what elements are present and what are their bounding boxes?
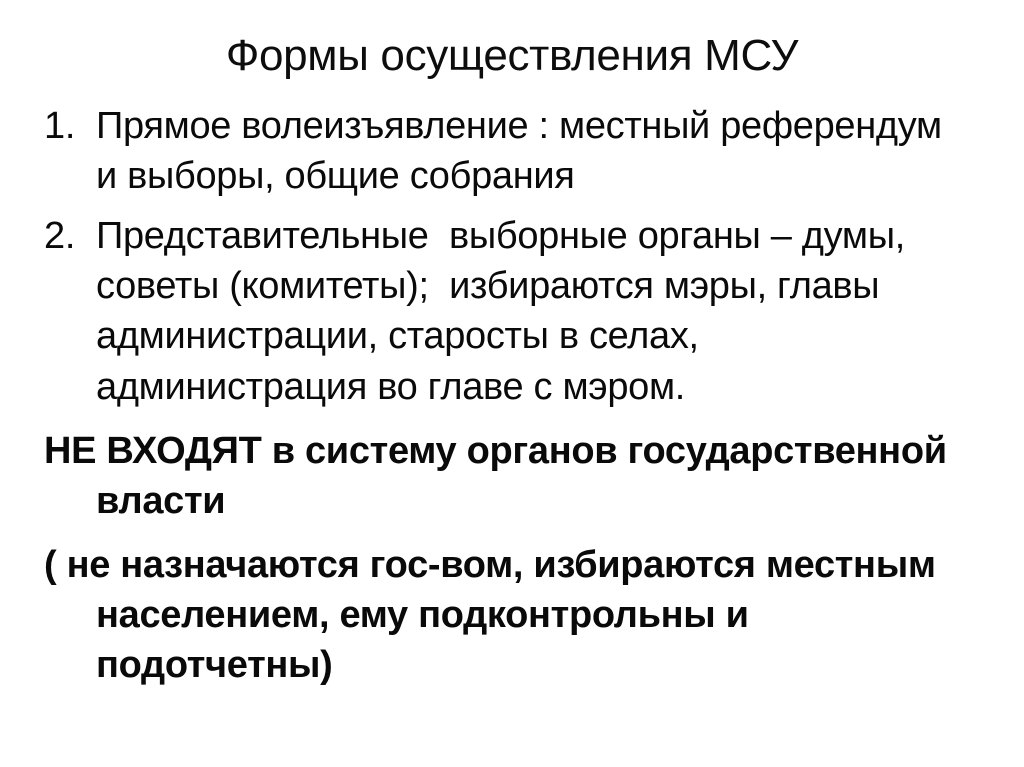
list-item-text: Прямое волеизъявление : местный референдум и выборы, общие собрания (96, 104, 953, 197)
slide-title: Формы осуществления МСУ (225, 31, 799, 80)
list-item (44, 101, 969, 201)
emphasis-paragraph: ( не назначаются гос-вом, избираются местным населением, ему подконтрольны и подотчетны) (44, 544, 946, 687)
list-item-number: 2. (44, 215, 76, 258)
emphasis-paragraph: НЕ ВХОДЯТ в систему органов государственной власти (44, 429, 957, 522)
list-item-text: Представительные выборные органы – думы, советы (комитеты); избираются мэры, главы администрации, старосты в селах, администрация во главе с мэром. (96, 215, 916, 408)
list-item-number: 1. (44, 104, 76, 147)
list-item (44, 211, 969, 412)
slide-body (0, 83, 1024, 691)
